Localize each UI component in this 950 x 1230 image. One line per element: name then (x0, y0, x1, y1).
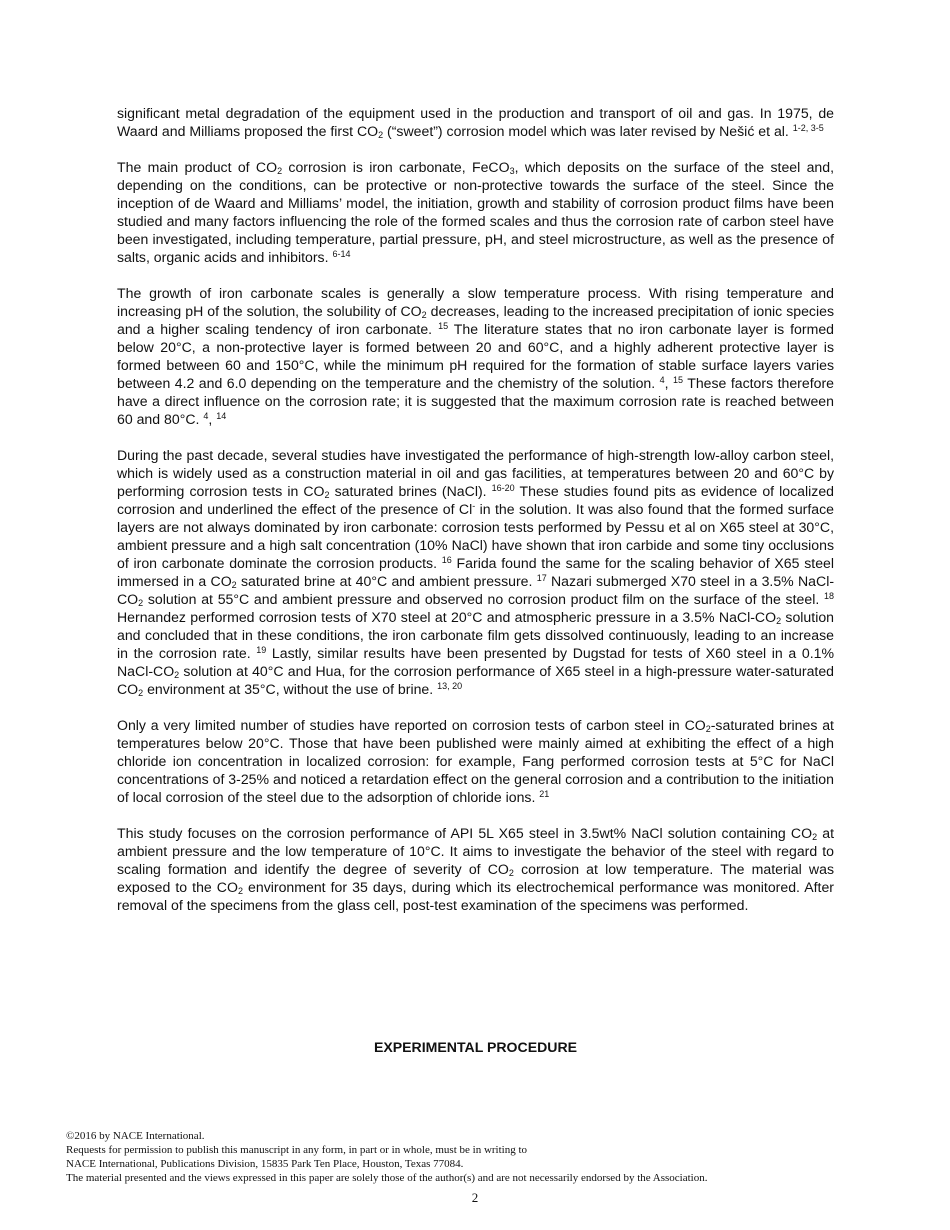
subscript: 2 (138, 688, 144, 698)
citation-superscript: 18 (823, 591, 834, 601)
subscript: 2 (138, 598, 144, 608)
citation-superscript: 4 (659, 375, 665, 385)
text-run: This study focuses on the corrosion performance of API 5L X65 steel in 3.5wt% NaCl solution containing CO (117, 825, 813, 841)
citation-superscript: 16-20 (491, 483, 515, 493)
text-run: During the past decade, several studies have investigated the performance of high-strength low-alloy carbon steel, which is widely used as a construction material in oil and gas facilities, at temperatures between 20 and 60°C by performing corrosion tests in CO (117, 447, 834, 499)
paragraph (117, 284, 834, 428)
subscript: 2 (174, 670, 180, 680)
text-run: Farida found the same for the scaling behavior of X65 steel immersed in a CO (117, 555, 835, 589)
citation-superscript: 19 (256, 645, 267, 655)
subscript: 2 (705, 724, 711, 734)
text-run: , which deposits on the surface of the steel and, depending on the conditions, can be protective or non-protective towards the surface of the steel. Since the inception of de Waard and Milliams’ model, the initiation, growth and stability of corrosion product films have been studied and many factors influencing the role of the formed scales and thus the corrosion rate of carbon steel have been investigated, including temperature, partial pressure, pH, and steel microstructure, as well as the presence of salts, organic acids and inhibitors. (117, 159, 835, 265)
citation-superscript: 17 (536, 573, 547, 583)
subscript: 2 (508, 868, 514, 878)
section-heading: EXPERIMENTAL PROCEDURE (373, 1039, 578, 1055)
citation-superscript: 14 (216, 411, 227, 421)
text-run: The growth of iron carbonate scales is generally a slow temperature process. With rising temperature and increasing pH of the solution, the solubility of CO (117, 285, 834, 319)
text-run: solution and concluded that in these conditions, the iron carbonate film gets dissolved continuously, leading to an increase in the corrosion rate. (117, 609, 834, 661)
page-number: 2 (471, 1190, 479, 1205)
citation-superscript: 13, 20 (437, 681, 463, 691)
text-run: The main product of CO (117, 159, 278, 175)
footer-address: NACE International, Publications Division, 15835 Park Ten Place, Houston, Texas 77084. (66, 1158, 464, 1170)
text-run: corrosion is iron carbonate, FeCO (282, 159, 510, 175)
subscript: 2 (231, 580, 237, 590)
text-run: corrosion at low temperature. The material was exposed to the CO (117, 861, 834, 895)
subscript: 2 (776, 616, 782, 626)
citation-superscript: 15 (438, 321, 449, 331)
text-run: These studies found pits as evidence of localized corrosion and underlined the effect of the presence of Cl (117, 483, 834, 517)
citation-superscript: 4 (203, 411, 209, 421)
text-run: at ambient pressure and the low temperature of 10°C. It aims to investigate the behavior of the steel with regard to scaling formation and identify the degree of severity of CO (117, 825, 835, 877)
citation-superscript: 16 (441, 555, 452, 565)
subscript: 2 (421, 310, 427, 320)
text-run: The literature states that no iron carbonate layer is formed below 20°C, a non-protective layer is formed between 20 and 60°C, and a highly adherent protective layer is formed between 60 and 150°C, while the minimum pH required for the formation of stable surface layers varies between 4.2 and 6.0 depending on the temperature and the chemistry of the solution. (117, 321, 834, 391)
text-run: Hernandez performed corrosion tests of X70 steel at 20°C and atmospheric pressure in a 3.5% NaCl-CO (117, 609, 777, 625)
text-run: (“sweet”) corrosion model which was later revised by Nešić et al. (383, 123, 793, 139)
citation-superscript: 6-14 (332, 249, 351, 259)
paragraph (117, 158, 834, 266)
text-run: Nazari submerged X70 steel in a 3.5% NaCl-CO (117, 573, 835, 607)
text-run: environment at 35°C, without the use of brine. (143, 681, 438, 697)
citation-superscript: 1-2, 3-5 (792, 123, 824, 133)
footer-permission: Requests for permission to publish this manuscript in any form, in part or in whole, must be in writing to (66, 1144, 528, 1156)
footer-disclaimer: The material presented and the views expressed in this paper are solely those of the author(s) and are not necessarily endorsed by the Association. (66, 1172, 708, 1184)
text-run: -saturated brines at temperatures below 20°C. Those that have been published were mainly aimed at exhibiting the effect of a high chloride ion concentration in localized corrosion: for example, Fang performed corrosion tests at 5°C for NaCl concentrations of 3-25% and noticed a retardation effect on the general corrosion and a contribution to the initiation of local corrosion of the steel due to the adsorption of chloride ions. (117, 717, 834, 805)
text-run: significant metal degradation of the equipment used in the production and transport of oil and gas. In 1975, de Waard and Milliams proposed the first CO (117, 105, 834, 139)
paragraph (117, 716, 834, 806)
footer (66, 1129, 906, 1185)
text-run: , (208, 411, 217, 427)
text-run: saturated brine at 40°C and ambient pressure. (236, 573, 537, 589)
subscript: 2 (378, 130, 384, 140)
text-run: decreases, leading to the increased precipitation of ionic species and a higher scaling tendency of iron carbonate. (117, 303, 834, 337)
citation-superscript: 21 (539, 789, 550, 799)
text-run: solution at 40°C and Hua, for the corrosion performance of X65 steel in a high-pressure water-saturated CO (117, 663, 834, 697)
footer-copyright: ©2016 by NACE International. (66, 1130, 205, 1142)
citation-superscript: - (472, 501, 476, 511)
text-run: saturated brines (NaCl). (329, 483, 492, 499)
text-run: in the solution. It was also found that the formed surface layers are not always dominated by iron carbonate: corrosion tests performed by Pessu et al on X65 steel at 30°C, ambient pressure and a high salt concentration (10% NaCl) have shown that iron carbide and some tiny occlusions of iron carbonate dominate the corrosion products. (117, 501, 835, 571)
body-text (117, 104, 834, 932)
text-run: , (664, 375, 673, 391)
text-run: These factors therefore have a direct influence on the corrosion rate; it is suggested that the maximum corrosion rate is reached between 60 and 80°C. (117, 375, 834, 427)
paragraph (117, 824, 834, 914)
subscript: 2 (277, 166, 283, 176)
text-run: Lastly, similar results have been presented by Dugstad for tests of X60 steel in a 0.1% NaCl-CO (117, 645, 834, 679)
subscript: 2 (812, 832, 818, 842)
text-run: solution at 55°C and ambient pressure and observed no corrosion product film on the surface of the steel. (143, 591, 824, 607)
subscript: 2 (324, 490, 330, 500)
text-run: environment for 35 days, during which its electrochemical performance was monitored. After removal of the specimens from the glass cell, post-test examination of the specimens was performed. (117, 879, 834, 913)
paragraph (117, 104, 834, 140)
text-run: Only a very limited number of studies have reported on corrosion tests of carbon steel in CO (117, 717, 706, 733)
paragraph (117, 446, 834, 698)
subscript: 2 (237, 886, 243, 896)
citation-superscript: 15 (673, 375, 684, 385)
subscript: 3 (509, 166, 515, 176)
